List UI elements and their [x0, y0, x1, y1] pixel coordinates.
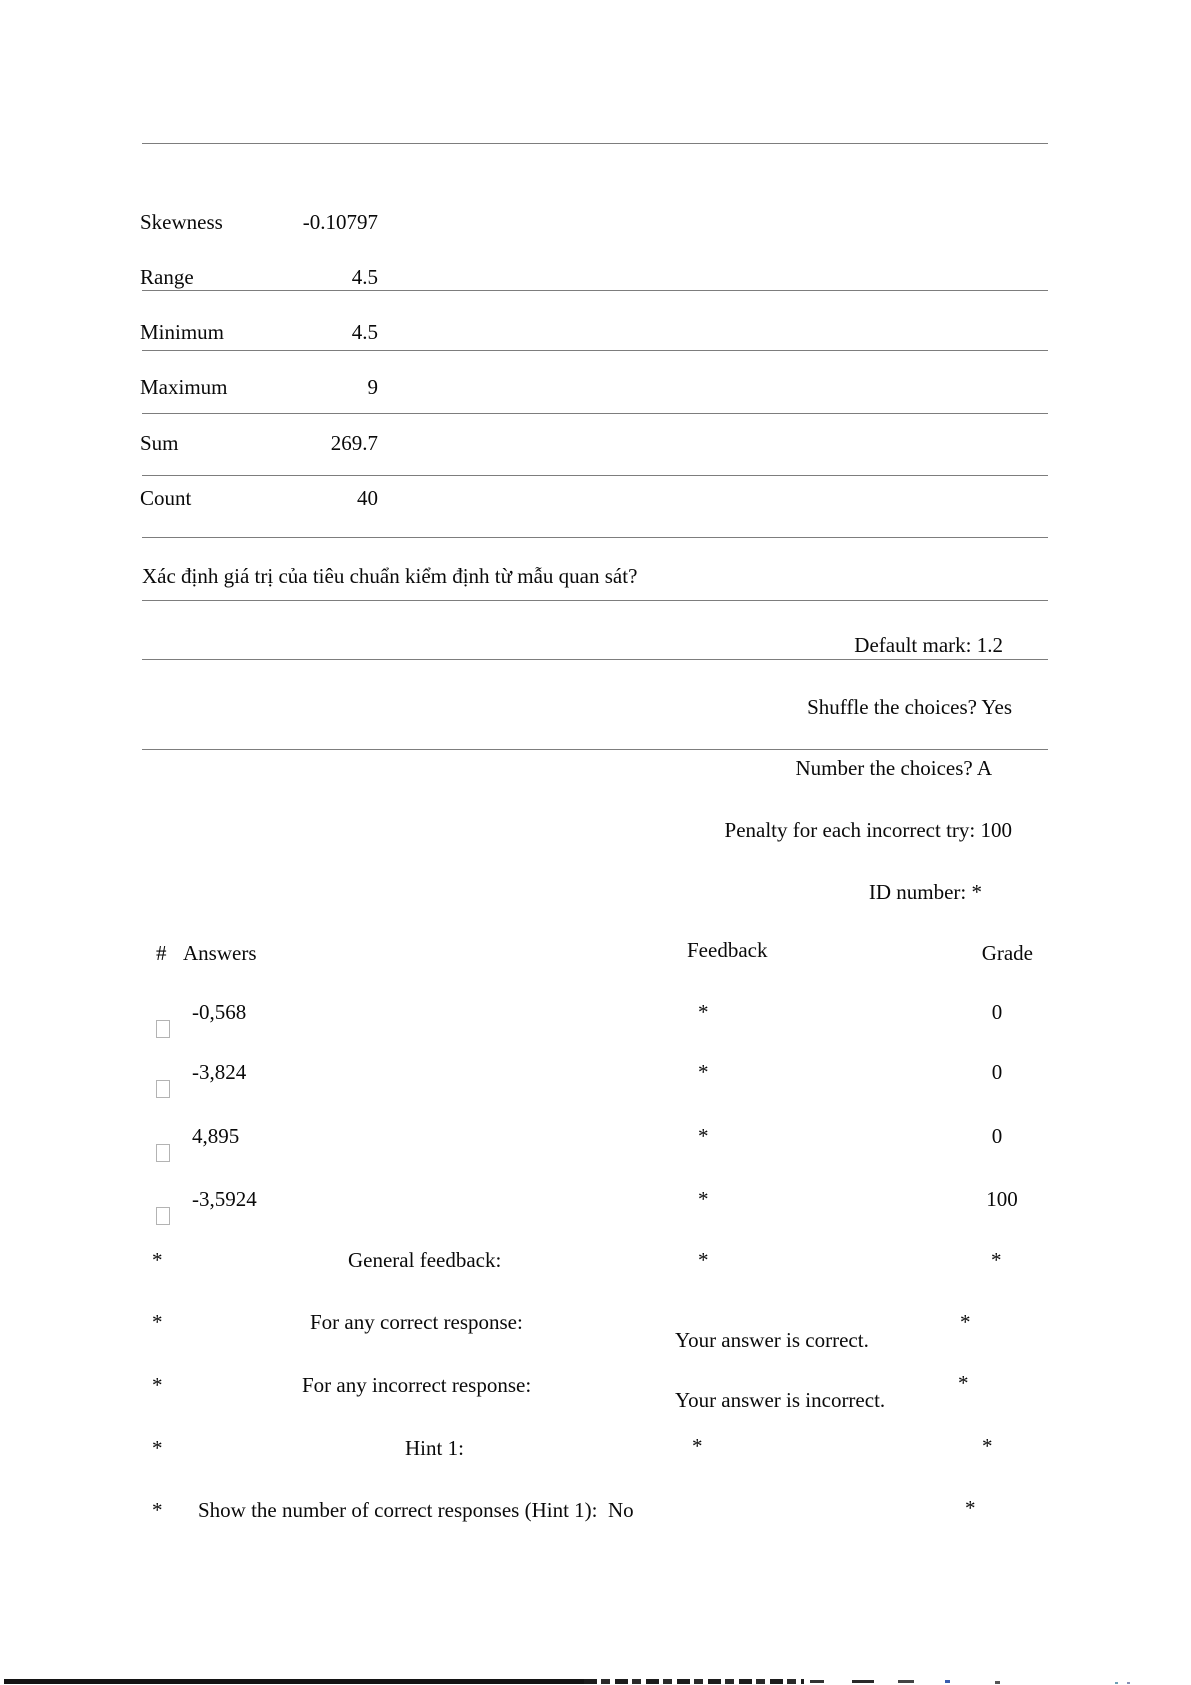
answer-text: -3,824 — [192, 1060, 247, 1084]
placeholder-star: * — [152, 1436, 163, 1460]
horizontal-rule — [142, 350, 1048, 351]
stat-value: 9 — [367, 375, 378, 399]
horizontal-rule — [142, 600, 1048, 601]
horizontal-rule — [142, 143, 1048, 144]
meta-label: Show the number of correct responses (Hint 1): No — [198, 1498, 634, 1522]
stat-value: 4.5 — [351, 265, 378, 289]
meta-feedback: Your answer is incorrect. — [675, 1388, 886, 1412]
stat-label: Minimum — [140, 320, 225, 344]
answer-feedback: * — [698, 1187, 709, 1211]
empty-checkbox-glyph — [156, 1207, 170, 1225]
question-text: Xác định giá trị của tiêu chuẩn kiểm định từ mẫu quan sát? — [142, 564, 638, 588]
column-header-number: # — [156, 941, 167, 965]
stat-value: 40 — [357, 486, 378, 510]
cropped-next-row-artifact — [898, 1680, 914, 1683]
meta-label: For any incorrect response: — [302, 1373, 532, 1397]
meta-feedback: * — [698, 1248, 709, 1272]
cropped-next-row-artifact — [1127, 1682, 1130, 1684]
horizontal-rule — [142, 290, 1048, 291]
cropped-next-row-artifact — [810, 1680, 824, 1683]
empty-checkbox-glyph — [156, 1144, 170, 1162]
placeholder-star: * — [152, 1373, 163, 1397]
empty-checkbox-glyph — [156, 1020, 170, 1038]
empty-checkbox-glyph — [156, 1080, 170, 1098]
placeholder-star: * — [965, 1496, 976, 1520]
answer-feedback: * — [698, 1060, 709, 1084]
answer-grade: 0 — [991, 1060, 1003, 1084]
answer-grade: 100 — [986, 1187, 1018, 1211]
answer-text: 4,895 — [192, 1124, 240, 1148]
setting-id-number: ID number: * — [868, 880, 982, 904]
answer-grade: 0 — [991, 1124, 1003, 1148]
column-header-feedback: Feedback — [687, 938, 768, 962]
cropped-next-row-artifact — [945, 1680, 950, 1683]
stat-value: 269.7 — [330, 431, 378, 455]
meta-label: General feedback: — [348, 1248, 502, 1272]
placeholder-star: * — [958, 1371, 969, 1395]
placeholder-star: * — [152, 1498, 163, 1522]
stat-value: 4.5 — [351, 320, 378, 344]
setting-penalty: Penalty for each incorrect try: 100 — [724, 818, 1012, 842]
meta-feedback: * — [692, 1434, 703, 1458]
column-header-answers: Answers — [183, 941, 257, 965]
answer-text: -3,5924 — [192, 1187, 257, 1211]
stat-label: Count — [140, 486, 192, 510]
setting-default-mark: Default mark: 1.2 — [854, 633, 1003, 657]
cropped-next-row-artifact — [995, 1681, 1000, 1684]
cropped-next-row-artifact — [852, 1680, 874, 1683]
meta-feedback: Your answer is correct. — [675, 1328, 869, 1352]
setting-shuffle: Shuffle the choices? Yes — [807, 695, 1012, 719]
stat-label: Sum — [140, 431, 179, 455]
placeholder-star: * — [152, 1310, 163, 1334]
placeholder-star: * — [152, 1248, 163, 1272]
column-header-grade: Grade — [981, 941, 1033, 965]
stat-label: Range — [140, 265, 194, 289]
placeholder-star: * — [960, 1310, 971, 1334]
stat-value: -0.10797 — [302, 210, 378, 234]
horizontal-rule — [142, 659, 1048, 660]
answer-grade: 0 — [991, 1000, 1003, 1024]
meta-label: Hint 1: — [405, 1436, 464, 1460]
stat-label: Maximum — [140, 375, 228, 399]
meta-label: For any correct response: — [310, 1310, 523, 1334]
answer-feedback: * — [698, 1124, 709, 1148]
horizontal-rule — [142, 749, 1048, 750]
answer-text: -0,568 — [192, 1000, 247, 1024]
stat-label: Skewness — [140, 210, 223, 234]
cropped-next-row-artifact — [4, 1679, 584, 1684]
placeholder-star: * — [982, 1434, 993, 1458]
setting-numbering: Number the choices? A — [795, 756, 992, 780]
horizontal-rule — [142, 537, 1048, 538]
placeholder-star: * — [991, 1248, 1002, 1272]
answer-feedback: * — [698, 1000, 709, 1024]
cropped-next-row-artifact — [1115, 1682, 1118, 1684]
cropped-next-row-artifact — [584, 1679, 804, 1684]
horizontal-rule — [142, 413, 1048, 414]
horizontal-rule — [142, 475, 1048, 476]
